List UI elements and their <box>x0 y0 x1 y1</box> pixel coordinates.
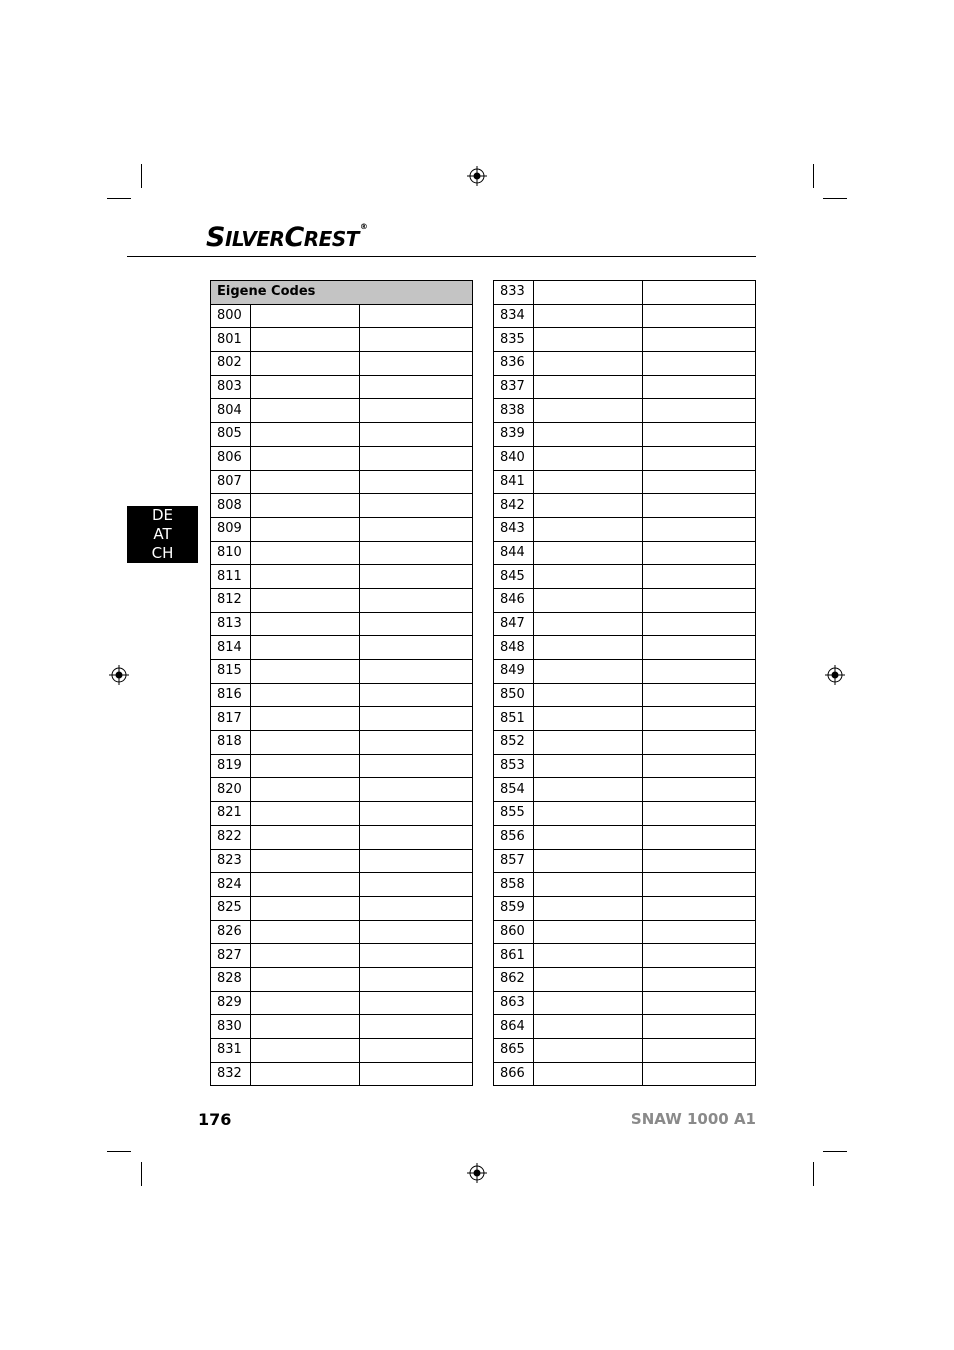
code-entry-field-1[interactable] <box>251 541 360 565</box>
code-number: 804 <box>211 399 251 423</box>
brand-word: ILVER <box>224 227 285 251</box>
code-entry-field-2[interactable] <box>643 896 756 920</box>
code-entry-field-1[interactable] <box>534 636 643 660</box>
code-entry-field-2[interactable] <box>360 920 473 944</box>
table-row <box>211 896 473 920</box>
table-row <box>494 328 756 352</box>
code-entry-field-1[interactable] <box>534 778 643 802</box>
code-entry-field-1[interactable] <box>534 304 643 328</box>
language-code: CH <box>151 544 174 562</box>
code-entry-field-1[interactable] <box>251 849 360 873</box>
code-number: 824 <box>211 873 251 897</box>
code-entry-field-1[interactable] <box>534 944 643 968</box>
table-row <box>211 423 473 447</box>
code-number: 828 <box>211 967 251 991</box>
code-entry-field-1[interactable] <box>251 375 360 399</box>
code-entry-field-2[interactable] <box>643 1015 756 1039</box>
code-entry-field-1[interactable] <box>534 494 643 518</box>
table-row <box>494 754 756 778</box>
code-entry-field-1[interactable] <box>534 612 643 636</box>
table-row <box>211 636 473 660</box>
table-row <box>211 1039 473 1063</box>
table-row <box>494 731 756 755</box>
code-entry-field-1[interactable] <box>251 778 360 802</box>
table-row <box>494 873 756 897</box>
table-row <box>211 565 473 589</box>
code-number: 810 <box>211 541 251 565</box>
code-entry-field-1[interactable] <box>534 849 643 873</box>
code-entry-field-2[interactable] <box>643 1062 756 1086</box>
code-entry-field-1[interactable] <box>534 281 643 305</box>
table-row <box>211 731 473 755</box>
code-entry-field-1[interactable] <box>534 588 643 612</box>
code-number: 821 <box>211 802 251 826</box>
code-entry-field-1[interactable] <box>534 1039 643 1063</box>
code-number: 853 <box>494 754 534 778</box>
code-entry-field-1[interactable] <box>534 517 643 541</box>
codes-table-right <box>493 280 756 1086</box>
code-entry-field-2[interactable] <box>643 683 756 707</box>
brand-word: REST <box>303 227 359 251</box>
code-number: 801 <box>211 328 251 352</box>
code-entry-field-2[interactable] <box>360 446 473 470</box>
code-number: 837 <box>494 375 534 399</box>
table-row <box>211 1062 473 1086</box>
code-number: 833 <box>494 281 534 305</box>
code-entry-field-1[interactable] <box>251 754 360 778</box>
code-number: 835 <box>494 328 534 352</box>
code-entry-field-2[interactable] <box>360 541 473 565</box>
code-entry-field-2[interactable] <box>643 565 756 589</box>
table-row <box>494 494 756 518</box>
code-entry-field-1[interactable] <box>251 683 360 707</box>
code-number: 826 <box>211 920 251 944</box>
crop-mark <box>141 1162 142 1186</box>
code-number: 847 <box>494 612 534 636</box>
table-row <box>494 967 756 991</box>
code-number: 861 <box>494 944 534 968</box>
table-row <box>211 588 473 612</box>
code-number: 834 <box>494 304 534 328</box>
table-row <box>494 588 756 612</box>
table-row <box>211 825 473 849</box>
code-number: 813 <box>211 612 251 636</box>
code-entry-field-1[interactable] <box>534 754 643 778</box>
code-entry-field-2[interactable] <box>360 423 473 447</box>
code-number: 807 <box>211 470 251 494</box>
table-row <box>494 944 756 968</box>
code-entry-field-1[interactable] <box>251 896 360 920</box>
code-number: 806 <box>211 446 251 470</box>
code-entry-field-2[interactable] <box>360 470 473 494</box>
code-number: 815 <box>211 660 251 684</box>
code-entry-field-2[interactable] <box>643 517 756 541</box>
registration-mark-icon <box>467 166 487 186</box>
table-row <box>494 778 756 802</box>
code-number: 825 <box>211 896 251 920</box>
table-heading-row <box>211 281 473 305</box>
table-heading: Eigene Codes <box>211 281 473 305</box>
crop-mark <box>813 164 814 188</box>
code-number: 862 <box>494 967 534 991</box>
code-entry-field-2[interactable] <box>360 636 473 660</box>
table-row <box>494 375 756 399</box>
code-entry-field-1[interactable] <box>534 541 643 565</box>
page-number: 176 <box>198 1110 232 1129</box>
code-number: 822 <box>211 825 251 849</box>
codes-table-left <box>210 280 473 1086</box>
code-number: 811 <box>211 565 251 589</box>
code-entry-field-2[interactable] <box>360 304 473 328</box>
code-entry-field-1[interactable] <box>534 991 643 1015</box>
code-number: 829 <box>211 991 251 1015</box>
table-row <box>211 944 473 968</box>
code-entry-field-1[interactable] <box>251 304 360 328</box>
code-entry-field-2[interactable] <box>360 802 473 826</box>
code-number: 827 <box>211 944 251 968</box>
code-entry-field-2[interactable] <box>360 825 473 849</box>
code-number: 838 <box>494 399 534 423</box>
brand-logo <box>206 222 367 253</box>
code-number: 854 <box>494 778 534 802</box>
code-entry-field-2[interactable] <box>643 778 756 802</box>
crop-mark <box>107 198 131 199</box>
code-entry-field-2[interactable] <box>360 944 473 968</box>
code-entry-field-2[interactable] <box>643 304 756 328</box>
code-entry-field-1[interactable] <box>534 375 643 399</box>
code-entry-field-2[interactable] <box>360 754 473 778</box>
table-row <box>211 399 473 423</box>
code-number: 817 <box>211 707 251 731</box>
code-entry-field-1[interactable] <box>251 707 360 731</box>
code-entry-field-1[interactable] <box>534 683 643 707</box>
code-entry-field-2[interactable] <box>643 494 756 518</box>
table-row <box>494 1015 756 1039</box>
crop-mark <box>107 1151 131 1152</box>
code-number: 809 <box>211 517 251 541</box>
code-entry-field-1[interactable] <box>534 825 643 849</box>
code-entry-field-1[interactable] <box>534 731 643 755</box>
code-number: 860 <box>494 920 534 944</box>
code-entry-field-1[interactable] <box>534 1062 643 1086</box>
code-entry-field-1[interactable] <box>251 944 360 968</box>
table-row <box>211 470 473 494</box>
code-number: 866 <box>494 1062 534 1086</box>
code-entry-field-1[interactable] <box>534 896 643 920</box>
code-entry-field-1[interactable] <box>251 1062 360 1086</box>
code-entry-field-2[interactable] <box>360 494 473 518</box>
code-entry-field-2[interactable] <box>643 660 756 684</box>
table-row <box>211 375 473 399</box>
language-code: DE <box>151 506 174 524</box>
code-entry-field-1[interactable] <box>534 470 643 494</box>
code-entry-field-2[interactable] <box>360 991 473 1015</box>
code-number: 864 <box>494 1015 534 1039</box>
code-entry-field-2[interactable] <box>360 778 473 802</box>
code-entry-field-2[interactable] <box>643 802 756 826</box>
language-tab <box>127 506 198 563</box>
code-entry-field-2[interactable] <box>643 754 756 778</box>
code-number: 840 <box>494 446 534 470</box>
code-entry-field-1[interactable] <box>534 660 643 684</box>
crop-mark <box>813 1162 814 1186</box>
code-entry-field-2[interactable] <box>643 731 756 755</box>
code-number: 808 <box>211 494 251 518</box>
table-row <box>211 967 473 991</box>
crop-mark <box>823 1151 847 1152</box>
table-row <box>494 849 756 873</box>
code-number: 803 <box>211 375 251 399</box>
table-row <box>211 352 473 376</box>
code-entry-field-1[interactable] <box>534 446 643 470</box>
code-entry-field-2[interactable] <box>643 873 756 897</box>
code-number: 858 <box>494 873 534 897</box>
table-row <box>494 1039 756 1063</box>
code-number: 805 <box>211 423 251 447</box>
table-row <box>494 660 756 684</box>
code-entry-field-2[interactable] <box>360 1062 473 1086</box>
table-row <box>494 281 756 305</box>
code-number: 823 <box>211 849 251 873</box>
code-entry-field-2[interactable] <box>360 660 473 684</box>
table-row <box>211 304 473 328</box>
code-entry-field-2[interactable] <box>360 517 473 541</box>
code-number: 836 <box>494 352 534 376</box>
code-number: 865 <box>494 1039 534 1063</box>
code-number: 856 <box>494 825 534 849</box>
code-entry-field-2[interactable] <box>643 967 756 991</box>
code-number: 818 <box>211 731 251 755</box>
code-number: 848 <box>494 636 534 660</box>
code-number: 814 <box>211 636 251 660</box>
table-row <box>494 612 756 636</box>
table-row <box>494 399 756 423</box>
registration-mark-icon <box>109 665 129 685</box>
code-number: 839 <box>494 423 534 447</box>
table-row <box>494 517 756 541</box>
table-row <box>211 494 473 518</box>
code-number: 820 <box>211 778 251 802</box>
table-row <box>211 778 473 802</box>
code-number: 800 <box>211 304 251 328</box>
table-row <box>211 1015 473 1039</box>
code-entry-field-2[interactable] <box>360 352 473 376</box>
code-entry-field-2[interactable] <box>360 565 473 589</box>
code-entry-field-1[interactable] <box>534 1015 643 1039</box>
code-number: 844 <box>494 541 534 565</box>
code-number: 832 <box>211 1062 251 1086</box>
table-row <box>211 754 473 778</box>
code-entry-field-1[interactable] <box>251 470 360 494</box>
table-row <box>211 517 473 541</box>
code-entry-field-2[interactable] <box>360 849 473 873</box>
code-entry-field-1[interactable] <box>534 707 643 731</box>
code-entry-field-1[interactable] <box>534 920 643 944</box>
code-number: 841 <box>494 470 534 494</box>
code-number: 842 <box>494 494 534 518</box>
code-entry-field-1[interactable] <box>251 1039 360 1063</box>
code-entry-field-2[interactable] <box>360 731 473 755</box>
code-entry-field-2[interactable] <box>360 375 473 399</box>
table-row <box>494 802 756 826</box>
code-entry-field-2[interactable] <box>643 588 756 612</box>
code-entry-field-1[interactable] <box>251 517 360 541</box>
brand-initial: S <box>206 222 225 253</box>
code-entry-field-1[interactable] <box>251 399 360 423</box>
table-row <box>494 636 756 660</box>
code-entry-field-2[interactable] <box>643 352 756 376</box>
table-row <box>211 683 473 707</box>
registration-mark-icon <box>467 1163 487 1183</box>
code-entry-field-1[interactable] <box>534 565 643 589</box>
code-number: 863 <box>494 991 534 1015</box>
code-entry-field-1[interactable] <box>534 423 643 447</box>
code-entry-field-2[interactable] <box>643 1039 756 1063</box>
code-entry-field-2[interactable] <box>643 281 756 305</box>
code-entry-field-1[interactable] <box>534 873 643 897</box>
code-entry-field-1[interactable] <box>251 802 360 826</box>
code-entry-field-2[interactable] <box>360 896 473 920</box>
crop-mark <box>823 198 847 199</box>
code-entry-field-1[interactable] <box>251 967 360 991</box>
code-entry-field-2[interactable] <box>643 328 756 352</box>
code-entry-field-1[interactable] <box>251 423 360 447</box>
table-row <box>211 873 473 897</box>
registration-mark-icon <box>825 665 845 685</box>
code-number: 851 <box>494 707 534 731</box>
code-entry-field-1[interactable] <box>251 565 360 589</box>
code-number: 850 <box>494 683 534 707</box>
code-entry-field-1[interactable] <box>251 612 360 636</box>
code-entry-field-2[interactable] <box>360 873 473 897</box>
code-entry-field-2[interactable] <box>360 683 473 707</box>
code-entry-field-1[interactable] <box>251 731 360 755</box>
code-entry-field-2[interactable] <box>643 707 756 731</box>
table-row <box>211 660 473 684</box>
code-entry-field-2[interactable] <box>360 1039 473 1063</box>
language-code: AT <box>153 525 172 543</box>
table-row <box>494 446 756 470</box>
code-entry-field-2[interactable] <box>643 944 756 968</box>
code-number: 855 <box>494 802 534 826</box>
code-entry-field-2[interactable] <box>360 707 473 731</box>
table-row <box>211 991 473 1015</box>
table-row <box>494 1062 756 1086</box>
table-row <box>494 352 756 376</box>
code-entry-field-2[interactable] <box>643 446 756 470</box>
code-number: 852 <box>494 731 534 755</box>
code-entry-field-1[interactable] <box>534 967 643 991</box>
code-entry-field-1[interactable] <box>534 352 643 376</box>
model-name: SNAW 1000 A1 <box>630 1110 756 1128</box>
code-entry-field-2[interactable] <box>643 541 756 565</box>
code-number: 845 <box>494 565 534 589</box>
code-entry-field-2[interactable] <box>643 423 756 447</box>
code-number: 849 <box>494 660 534 684</box>
table-row <box>494 683 756 707</box>
code-entry-field-1[interactable] <box>251 1015 360 1039</box>
code-entry-field-2[interactable] <box>360 399 473 423</box>
code-number: 843 <box>494 517 534 541</box>
table-row <box>211 612 473 636</box>
code-entry-field-1[interactable] <box>251 920 360 944</box>
table-row <box>211 802 473 826</box>
table-row <box>494 991 756 1015</box>
code-entry-field-2[interactable] <box>643 849 756 873</box>
code-number: 859 <box>494 896 534 920</box>
table-row <box>211 541 473 565</box>
code-entry-field-2[interactable] <box>643 375 756 399</box>
code-entry-field-2[interactable] <box>360 328 473 352</box>
code-entry-field-1[interactable] <box>251 494 360 518</box>
table-row <box>494 707 756 731</box>
code-entry-field-1[interactable] <box>534 399 643 423</box>
table-row <box>211 920 473 944</box>
code-entry-field-2[interactable] <box>643 920 756 944</box>
code-entry-field-1[interactable] <box>251 873 360 897</box>
code-entry-field-2[interactable] <box>643 991 756 1015</box>
code-entry-field-1[interactable] <box>251 991 360 1015</box>
code-entry-field-1[interactable] <box>251 588 360 612</box>
code-entry-field-2[interactable] <box>643 825 756 849</box>
registered-mark: ® <box>359 222 368 231</box>
code-number: 830 <box>211 1015 251 1039</box>
crop-mark <box>141 164 142 188</box>
code-entry-field-1[interactable] <box>534 802 643 826</box>
brand-initial: C <box>284 222 304 253</box>
code-entry-field-1[interactable] <box>534 328 643 352</box>
code-number: 816 <box>211 683 251 707</box>
code-number: 857 <box>494 849 534 873</box>
code-number: 812 <box>211 588 251 612</box>
code-entry-field-2[interactable] <box>643 612 756 636</box>
code-entry-field-2[interactable] <box>643 399 756 423</box>
table-row <box>211 707 473 731</box>
header-divider <box>127 256 756 257</box>
code-entry-field-2[interactable] <box>360 1015 473 1039</box>
table-row <box>211 328 473 352</box>
code-entry-field-1[interactable] <box>251 328 360 352</box>
table-row <box>494 423 756 447</box>
table-row <box>494 541 756 565</box>
code-entry-field-2[interactable] <box>360 967 473 991</box>
table-row <box>211 849 473 873</box>
code-entry-field-2[interactable] <box>643 636 756 660</box>
table-row <box>494 920 756 944</box>
code-number: 819 <box>211 754 251 778</box>
code-entry-field-1[interactable] <box>251 636 360 660</box>
code-entry-field-1[interactable] <box>251 825 360 849</box>
table-row <box>494 825 756 849</box>
code-number: 846 <box>494 588 534 612</box>
code-entry-field-1[interactable] <box>251 352 360 376</box>
table-row <box>494 896 756 920</box>
code-number: 802 <box>211 352 251 376</box>
table-row <box>494 304 756 328</box>
code-entry-field-2[interactable] <box>360 588 473 612</box>
code-entry-field-1[interactable] <box>251 446 360 470</box>
code-number: 831 <box>211 1039 251 1063</box>
table-row <box>494 470 756 494</box>
table-row <box>211 446 473 470</box>
code-entry-field-2[interactable] <box>360 612 473 636</box>
code-entry-field-1[interactable] <box>251 660 360 684</box>
code-entry-field-2[interactable] <box>643 470 756 494</box>
table-row <box>494 565 756 589</box>
